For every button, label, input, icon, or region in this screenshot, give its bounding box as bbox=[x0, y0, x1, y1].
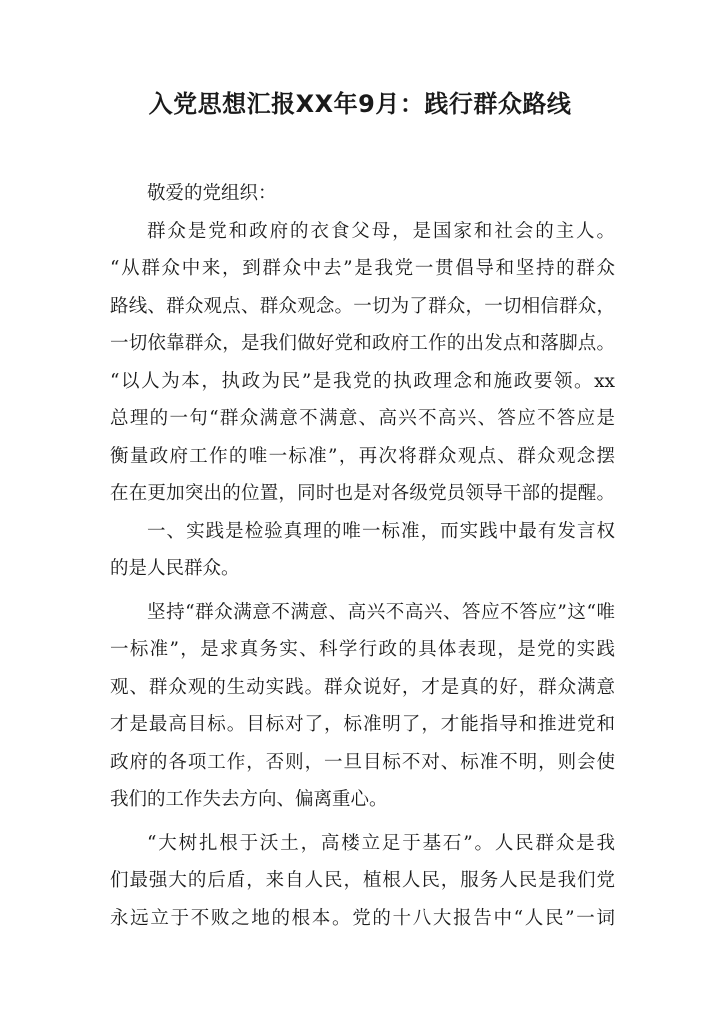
paragraph-line: 才是最高目标。目标对了，标准明了，才能指导和推进党和 bbox=[110, 714, 615, 735]
paragraph-line: 在在更加突出的位置，同时也是对各级党员领导干部的提醒。 bbox=[110, 483, 615, 504]
paragraph-line: 观、群众观的生动实践。群众说好，才是真的好，群众满意 bbox=[110, 676, 615, 698]
document-title: 入党思想汇报XX年9月：践行群众路线 bbox=[148, 90, 572, 118]
paragraph-line: 们最强大的后盾，来自人民，植根人民，服务人民是我们党 bbox=[110, 870, 615, 891]
paragraph-line: 群众是党和政府的衣食父母，是国家和社会的主人。 bbox=[147, 220, 615, 242]
section-heading-line: 的是人民群众。 bbox=[110, 558, 240, 579]
document-body bbox=[110, 175, 615, 937]
paragraph-line: 总理的一句“群众满意不满意、高兴不高兴、答应不答应是 bbox=[110, 408, 615, 429]
paragraph-line: 永远立于不败之地的根本。党的十八大报告中“人民”一词 bbox=[110, 907, 615, 929]
paragraph-line: 一标准”，是求真务实、科学行政的具体表现，是党的实践 bbox=[110, 639, 615, 660]
paragraph-line: “从群众中来，到群众中去”是我党一贯倡导和坚持的群众 bbox=[110, 258, 615, 279]
paragraph-line: “以人为本，执政为民”是我党的执政理念和施政要领。xx bbox=[110, 370, 615, 392]
salutation-line: 敬爱的党组织： bbox=[147, 183, 277, 204]
paragraph-line: 衡量政府工作的唯一标准”，再次将群众观点、群众观念摆 bbox=[110, 445, 615, 467]
paragraph-line: 一切依靠群众，是我们做好党和政府工作的出发点和落脚点。 bbox=[110, 333, 615, 354]
paragraph-line: 路线、群众观点、群众观念。一切为了群众，一切相信群众， bbox=[110, 295, 615, 317]
section-heading-line: 一、实践是检验真理的唯一标准，而实践中最有发言权 bbox=[147, 520, 615, 542]
paragraph-line: 政府的各项工作，否则，一旦目标不对、标准不明，则会使 bbox=[110, 751, 615, 773]
paragraph-line: 我们的工作失去方向、偏离重心。 bbox=[110, 789, 388, 810]
paragraph-line: 坚持“群众满意不满意、高兴不高兴、答应不答应”这“唯 bbox=[147, 601, 615, 623]
paragraph-line: “大树扎根于沃土，高楼立足于基石”。人民群众是我 bbox=[147, 832, 615, 854]
